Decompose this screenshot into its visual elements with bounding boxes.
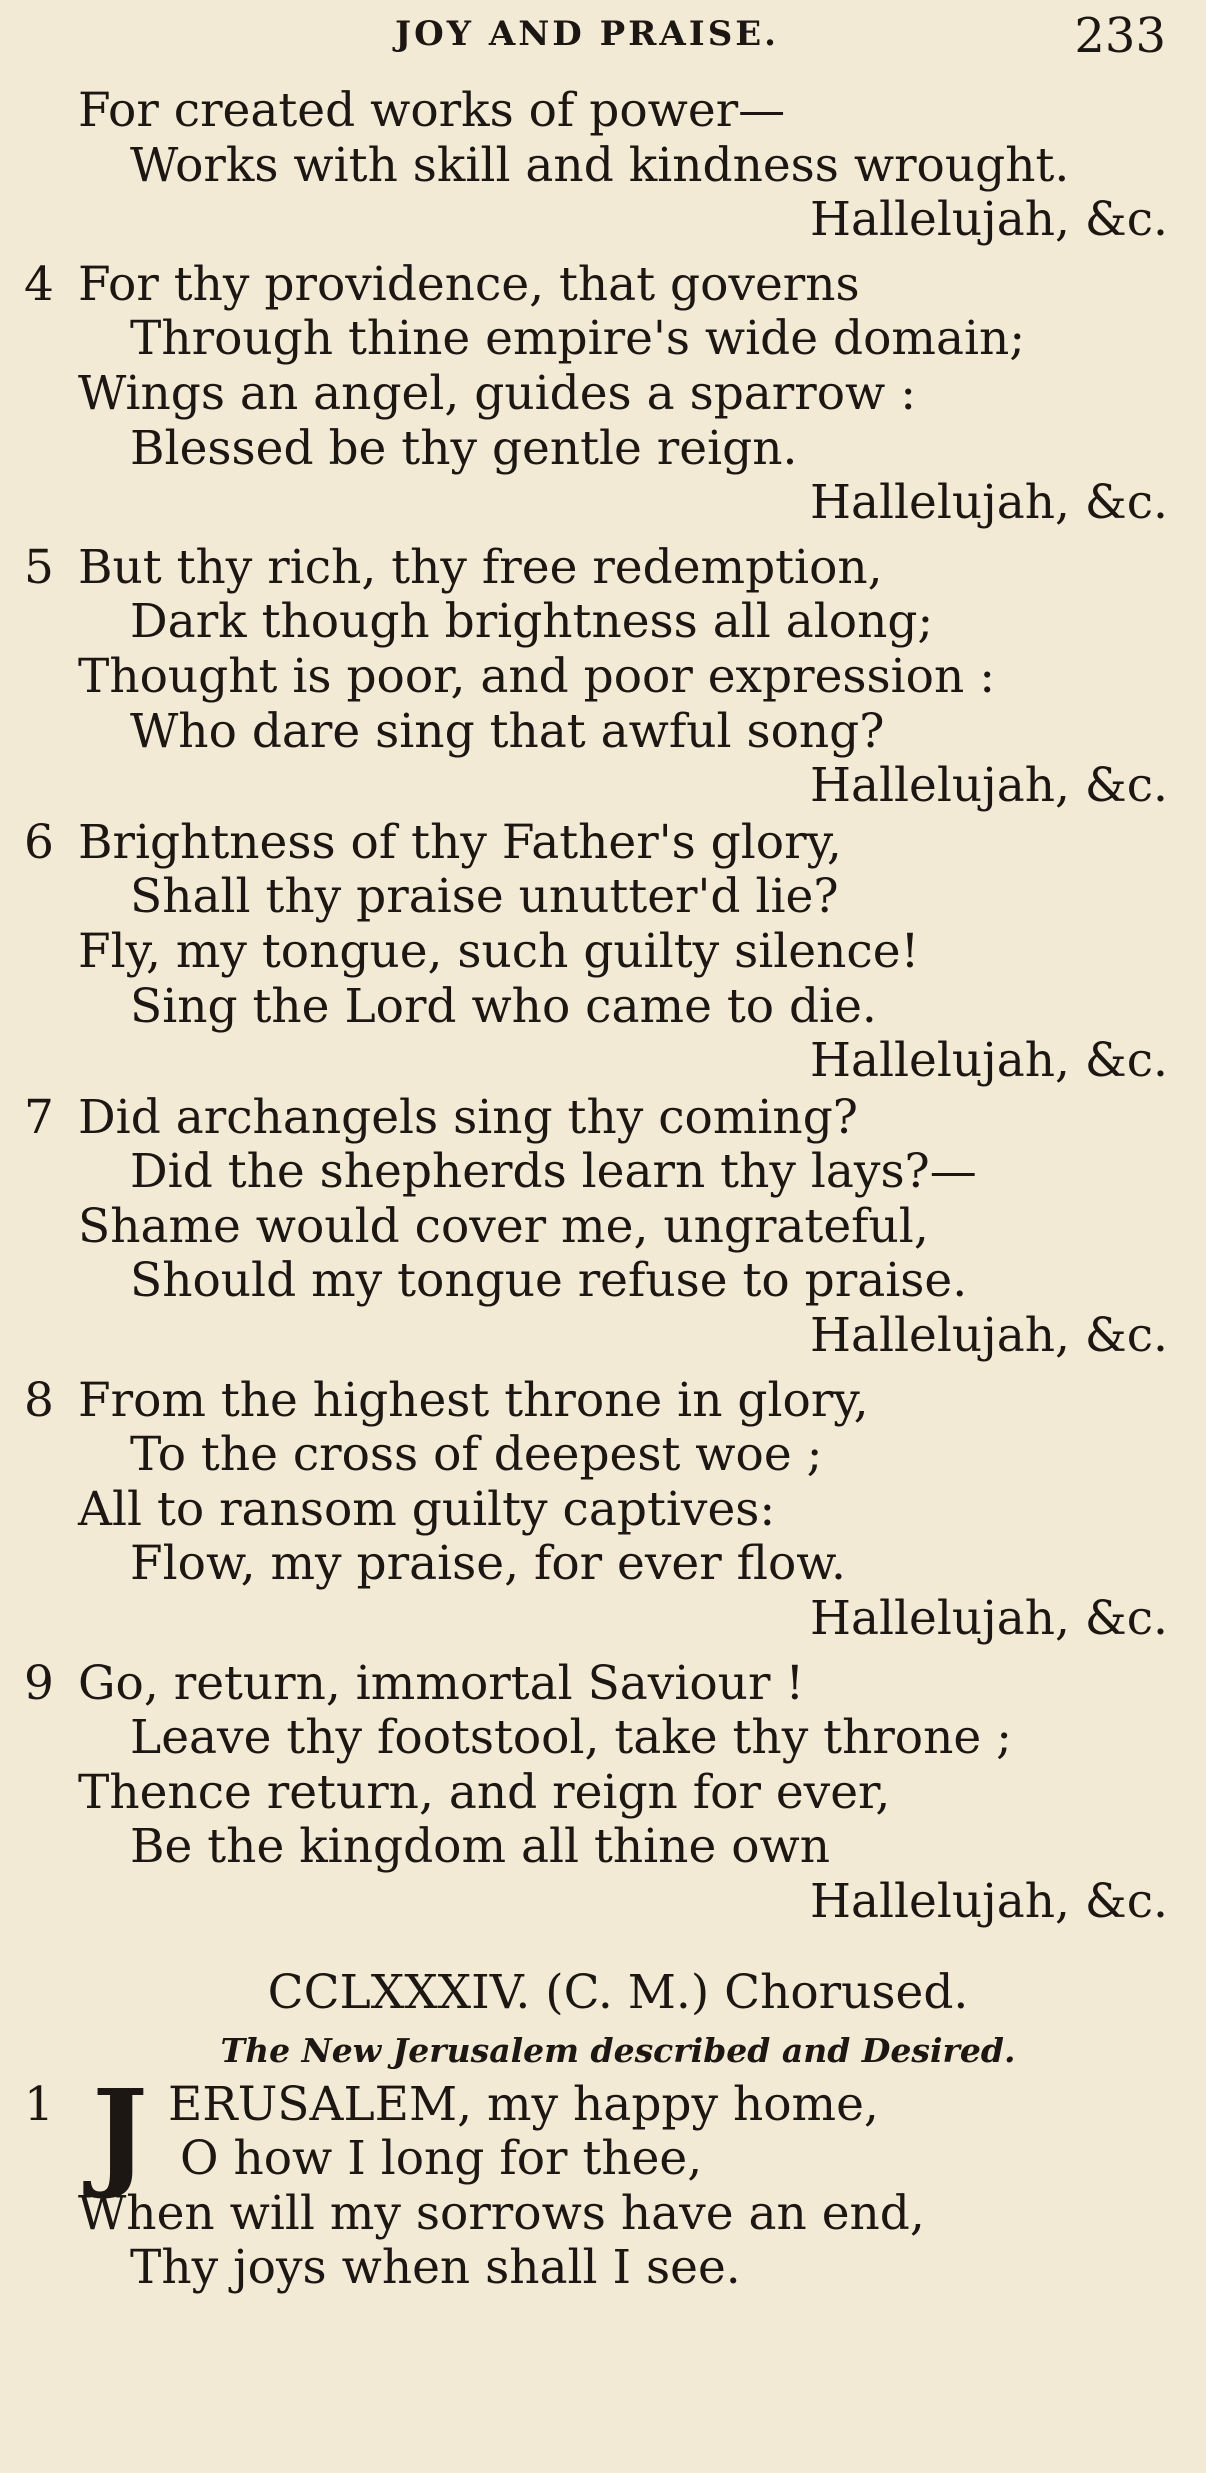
verse-7: [0, 1091, 1206, 1364]
verse-line: For created works of power—: [78, 83, 786, 138]
verse-line-text: Brightness of thy Father's glory,: [78, 814, 842, 870]
verse-line-text: From the highest throne in glory,: [78, 1372, 869, 1428]
verse-line: [0, 1091, 1206, 1146]
verse-line: Thence return, and reign for ever,: [78, 1764, 891, 1820]
verse-line: Leave thy footstool, take thy throne ;: [130, 1710, 1012, 1766]
verse-line: Blessed be thy gentle reign.: [130, 420, 798, 476]
verse-line: Works with skill and kindness wrought.: [130, 137, 1070, 193]
refrain-line: Hallelujah, &c.: [809, 758, 1168, 814]
verse-line: O how I long for thee,: [180, 2131, 703, 2187]
verse-number: 4: [24, 256, 54, 312]
verse-number: 8: [24, 1372, 54, 1428]
refrain-line: Hallelujah, &c.: [809, 1033, 1168, 1089]
verse-line-text: Go, return, immortal Saviour !: [78, 1655, 805, 1711]
verse-8: [0, 1374, 1206, 1647]
verse-line: Shall thy praise unutter'd lie?: [130, 869, 839, 925]
verse-line: Thy joys when shall I see.: [130, 2240, 741, 2296]
hymn-verse-1: [0, 2062, 1206, 2296]
verse-5: [0, 541, 1206, 814]
verse-line: [0, 541, 1206, 596]
verse-line-text: ERUSALEM, my happy home,: [168, 2076, 879, 2132]
verse-line: [0, 1374, 1206, 1429]
verse-line: Dark though brightness all along;: [130, 594, 934, 650]
page-body: [0, 84, 1206, 2298]
verse-line: Shame would cover me, ungrateful,: [78, 1198, 929, 1254]
running-head: JOY AND PRAISE.: [395, 14, 780, 54]
verse-line-text: Did archangels sing thy coming?: [78, 1089, 858, 1145]
verse-line: Fly, my tongue, such guilty silence!: [78, 923, 920, 979]
verse-line: Be the kingdom all thine own: [130, 1819, 830, 1875]
verse-line: Wings an angel, guides a sparrow :: [78, 365, 917, 421]
verse-line: [0, 258, 1206, 313]
verse-line: Should my tongue refuse to praise.: [130, 1253, 968, 1309]
verse-line: Sing the Lord who came to die.: [130, 978, 877, 1034]
verse-number: 5: [24, 539, 54, 595]
verse-line: Who dare sing that awful song?: [130, 703, 885, 759]
refrain-line: Hallelujah, &c.: [809, 475, 1168, 531]
hymn-subtitle: The New Jerusalem described and Desired.: [220, 2030, 1016, 2070]
verse-line: Flow, my praise, for ever flow.: [130, 1536, 846, 1592]
verse-6: [0, 816, 1206, 1089]
verse-line: All to ransom guilty captives:: [78, 1481, 776, 1537]
verse-line-text: But thy rich, thy free redemption,: [78, 539, 883, 595]
carryover-verse: [0, 84, 1206, 248]
refrain-line: Hallelujah, &c.: [809, 1308, 1168, 1364]
drop-cap: J: [92, 2062, 148, 2202]
verse-9: [0, 1657, 1206, 1930]
page-header: [0, 8, 1206, 68]
verse-line: [0, 816, 1206, 871]
refrain-line: Hallelujah, &c.: [809, 1591, 1168, 1647]
verse-4: [0, 258, 1206, 531]
hymn-heading: CCLXXXIV. (C. M.) Chorused.: [267, 1964, 969, 2020]
verse-line: [0, 1657, 1206, 1712]
verse-line: Through thine empire's wide domain;: [130, 311, 1026, 367]
refrain-line: Hallelujah, &c.: [809, 1874, 1168, 1929]
page-number: 233: [1074, 8, 1166, 64]
verse-line-text: For thy providence, that governs: [78, 256, 860, 312]
refrain-line: Hallelujah, &c.: [809, 192, 1168, 248]
verse-line: Did the shepherds learn thy lays?—: [130, 1144, 977, 1200]
verse-number: 7: [24, 1089, 54, 1145]
verse-line: To the cross of deepest woe ;: [130, 1427, 823, 1483]
verse-number: 1: [24, 2076, 54, 2132]
verse-number: 6: [24, 814, 54, 870]
verse-number: 9: [24, 1655, 54, 1711]
verse-line: Thought is poor, and poor expression :: [78, 648, 996, 704]
verse-line: When will my sorrows have an end,: [78, 2185, 925, 2241]
